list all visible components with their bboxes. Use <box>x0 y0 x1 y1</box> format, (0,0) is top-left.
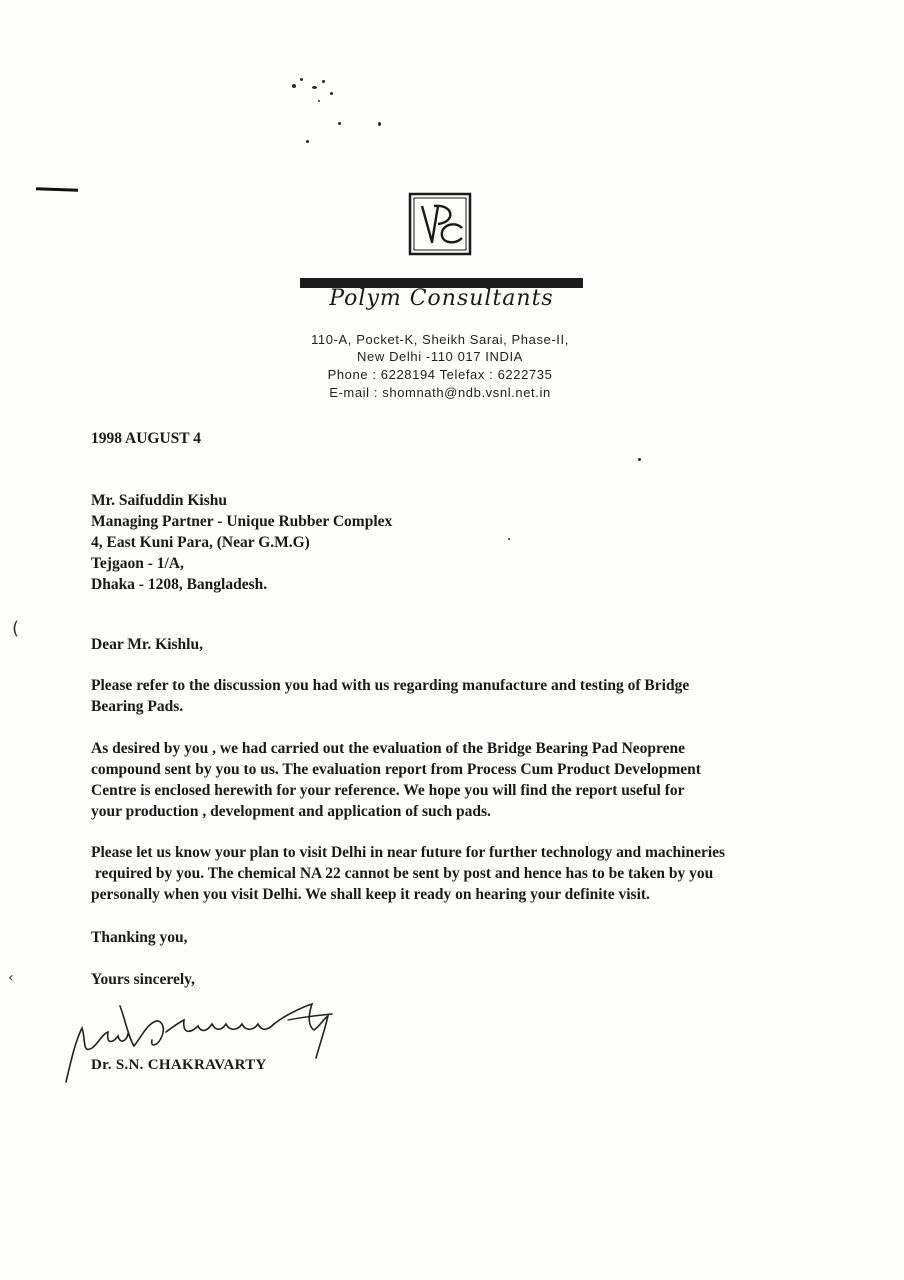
company-name: Polym Consultants <box>329 286 554 311</box>
paragraph-line: Please let us know your plan to visit Delhi in near future for further technology and machineries <box>91 844 726 861</box>
scan-speck <box>306 140 309 143</box>
scan-speck <box>508 538 510 540</box>
recipient-city: Dhaka - 1208, Bangladesh. <box>91 576 268 593</box>
scan-speck <box>292 84 296 88</box>
recipient-block <box>91 490 392 595</box>
closing-sincerely: Yours sincerely, <box>91 971 195 988</box>
letter-date: 1998 AUGUST 4 <box>91 430 201 447</box>
scan-speck <box>312 86 317 89</box>
email-line: E-mail : shomnath@ndb.vsnl.net.in <box>329 385 551 400</box>
address-line-1: 110-A, Pocket-K, Sheikh Sarai, Phase-II, <box>311 332 569 347</box>
paragraph-line: Bearing Pads. <box>91 698 184 715</box>
recipient-street: 4, East Kuni Para, (Near G.M.G) <box>91 534 310 551</box>
closing-thanks: Thanking you, <box>91 929 188 946</box>
salutation: Dear Mr. Kishlu, <box>91 636 203 653</box>
paragraph-line: required by you. The chemical NA 22 cannot be sent by post and hence has to be taken by you <box>91 865 714 882</box>
scan-dash-mark <box>36 187 78 191</box>
phone-line: Phone : 6228194 Telefax : 6222735 <box>327 367 553 382</box>
company-logo <box>408 192 472 256</box>
recipient-name: Mr. Saifuddin Kishu <box>91 492 227 509</box>
scan-speck <box>338 122 341 125</box>
paragraph-line: your production , development and application of such pads. <box>91 803 491 820</box>
paragraph-line: compound sent by you to us. The evaluation report from Process Cum Product Development <box>91 761 701 778</box>
paragraph-line: As desired by you , we had carried out the evaluation of the Bridge Bearing Pad Neoprene <box>91 740 686 757</box>
paragraph-2 <box>91 738 791 822</box>
address-line-2: New Delhi -110 017 INDIA <box>357 349 523 364</box>
paragraph-line: Please refer to the discussion you had with us regarding manufacture and testing of Bridge <box>91 677 690 694</box>
paragraph-line: personally when you visit Delhi. We shall keep it ready on hearing your definite visit. <box>91 886 650 903</box>
paragraph-1 <box>91 675 791 717</box>
pc-monogram-icon <box>408 192 472 256</box>
paragraph-3 <box>91 842 791 905</box>
punch-hole-mark: ‹ <box>8 970 14 986</box>
scan-speck <box>300 78 303 81</box>
punch-hole-mark: ( <box>12 618 20 639</box>
paragraph-line: Centre is enclosed herewith for your reference. We hope you will find the report useful for <box>91 782 685 799</box>
scan-speck <box>330 92 333 95</box>
recipient-area: Tejgaon - 1/A, <box>91 555 184 572</box>
scan-speck <box>322 80 325 83</box>
scan-speck <box>318 100 320 102</box>
scan-speck <box>378 122 381 126</box>
scan-speck <box>638 458 641 461</box>
signatory-name: Dr. S.N. CHAKRAVARTY <box>91 1057 267 1073</box>
recipient-title: Managing Partner - Unique Rubber Complex <box>91 513 393 530</box>
